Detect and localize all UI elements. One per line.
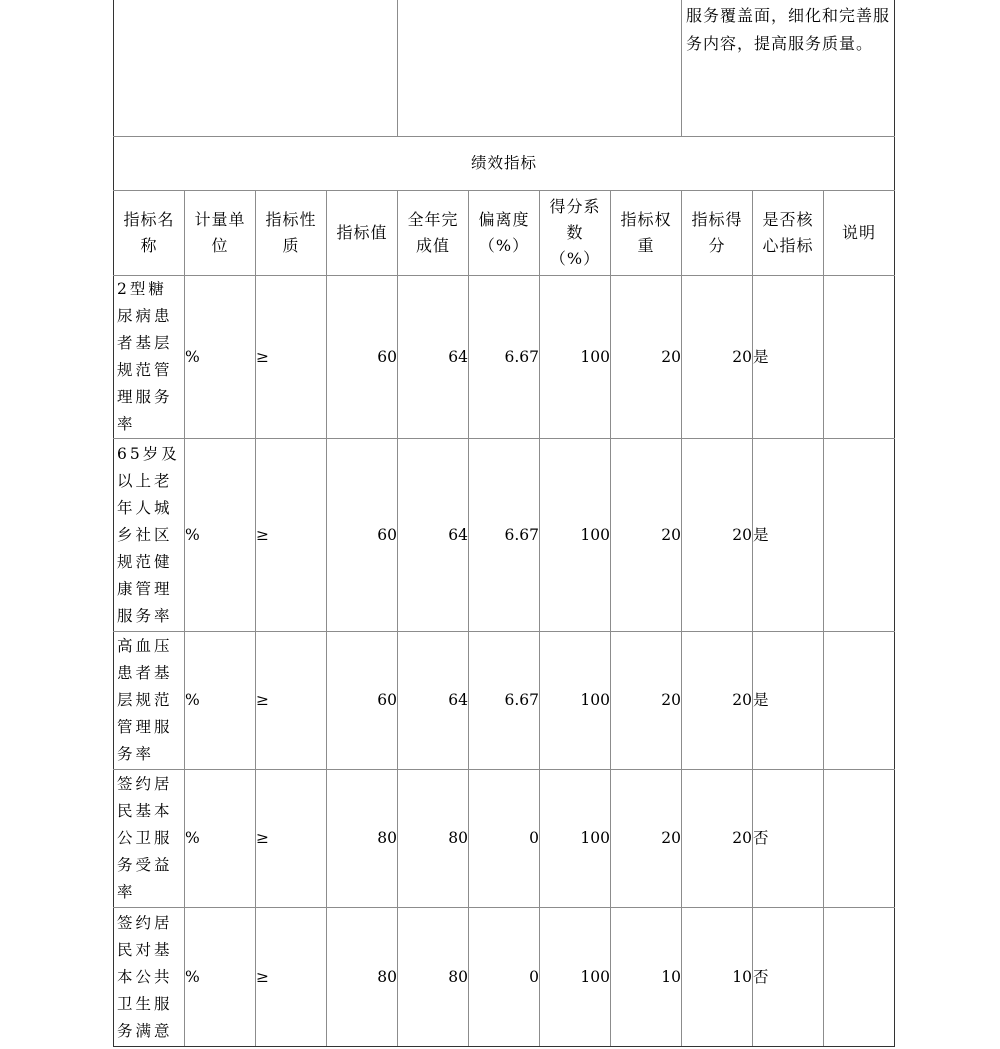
cell-deviation: 0 [469,908,540,1047]
performance-table [113,0,895,1047]
cell-weight: 10 [611,908,682,1047]
cell-nature: ≥ [256,276,327,439]
cell-score: 10 [682,908,753,1047]
cell-target-value: 60 [327,439,398,632]
cell-core-indicator: 是 [753,439,824,632]
table-row [114,439,895,632]
cell-target-value: 80 [327,770,398,908]
top-cell-3-text: 服务覆盖面，细化和完善服务内容，提高服务质量。 [686,6,891,53]
column-header-actual: 全年完成值 [398,191,469,276]
cell-note [824,276,895,439]
cell-unit: % [185,908,256,1047]
cell-core-indicator: 否 [753,770,824,908]
cell-coefficient: 100 [540,632,611,770]
cell-core-indicator: 是 [753,632,824,770]
cell-weight: 20 [611,632,682,770]
column-header-score: 指标得分 [682,191,753,276]
cell-score: 20 [682,439,753,632]
cell-actual-value: 80 [398,908,469,1047]
cell-nature: ≥ [256,770,327,908]
column-header-target: 指标值 [327,191,398,276]
cell-deviation: 6.67 [469,439,540,632]
cell-unit: % [185,439,256,632]
section-title-row [114,137,895,191]
column-header-note: 说明 [824,191,895,276]
top-cell-1 [114,0,398,137]
cell-unit: % [185,276,256,439]
cell-coefficient: 100 [540,770,611,908]
cell-indicator-name: 65岁及以上老年人城乡社区规范健康管理服务率 [114,439,185,632]
cell-actual-value: 80 [398,770,469,908]
cell-indicator-name: 2型糖尿病患者基层规范管理服务率 [114,276,185,439]
cell-indicator-name: 高血压患者基层规范管理服务率 [114,632,185,770]
column-header-nature: 指标性质 [256,191,327,276]
cell-score: 20 [682,276,753,439]
cell-coefficient: 100 [540,908,611,1047]
cell-indicator-name: 签约居民对基本公共卫生服务满意 [114,908,185,1047]
column-header-name: 指标名称 [114,191,185,276]
cell-actual-value: 64 [398,632,469,770]
table-row [114,632,895,770]
cell-indicator-name: 签约居民基本公卫服务受益率 [114,770,185,908]
column-header-coefficient: 得分系数（%） [540,191,611,276]
cell-actual-value: 64 [398,276,469,439]
cell-score: 20 [682,770,753,908]
cell-note [824,632,895,770]
cell-nature: ≥ [256,439,327,632]
top-cell-1-text [114,0,397,2]
cell-target-value: 80 [327,908,398,1047]
cell-target-value: 60 [327,632,398,770]
column-header-weight: 指标权重 [611,191,682,276]
cell-weight: 20 [611,439,682,632]
table-body [114,276,895,1047]
cell-coefficient: 100 [540,276,611,439]
cell-note [824,770,895,908]
column-header-core: 是否核心指标 [753,191,824,276]
cell-weight: 20 [611,276,682,439]
cell-score: 20 [682,632,753,770]
cell-unit: % [185,770,256,908]
cell-note [824,908,895,1047]
table-row [114,770,895,908]
table-row [114,908,895,1047]
cell-core-indicator: 否 [753,908,824,1047]
top-cell-3 [682,0,895,137]
cell-coefficient: 100 [540,439,611,632]
cell-note [824,439,895,632]
cell-core-indicator: 是 [753,276,824,439]
table-row [114,276,895,439]
cell-actual-value: 64 [398,439,469,632]
top-cell-2-text [398,0,681,2]
top-cell-2 [398,0,682,137]
column-header-row [114,191,895,276]
cell-unit: % [185,632,256,770]
cell-deviation: 0 [469,770,540,908]
cell-deviation: 6.67 [469,276,540,439]
cell-deviation: 6.67 [469,632,540,770]
cell-weight: 20 [611,770,682,908]
cell-target-value: 60 [327,276,398,439]
cell-nature: ≥ [256,908,327,1047]
section-title: 绩效指标 [114,137,895,191]
cell-nature: ≥ [256,632,327,770]
column-header-unit: 计量单位 [185,191,256,276]
top-section-row [114,0,895,137]
column-header-deviation: 偏离度（%） [469,191,540,276]
